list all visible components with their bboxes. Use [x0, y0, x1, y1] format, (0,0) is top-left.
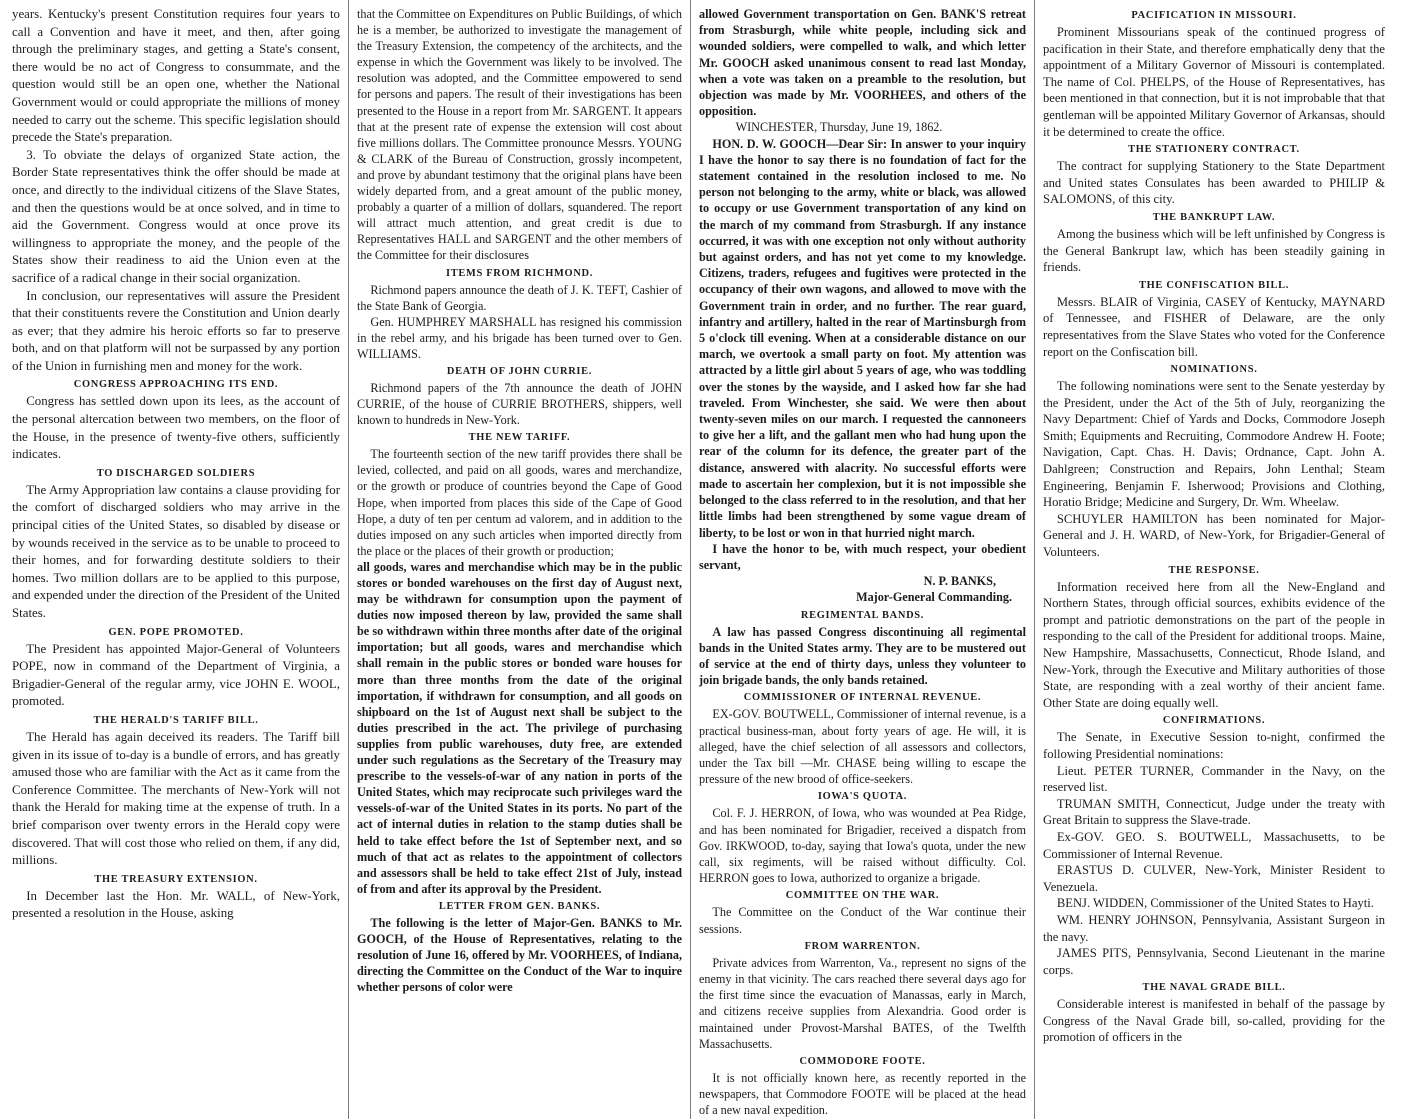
paragraph: In December last the Hon. Mr. WALL, of New-York, presented a resolution in the House, asking	[12, 888, 340, 921]
section-heading: CONGRESS APPROACHING ITS END.	[73, 379, 279, 391]
section-heading: IOWA'S QUOTA.	[817, 791, 908, 803]
paragraph: The Senate, in Executive Session to-night, confirmed the following Presidential nominations:	[1043, 730, 1385, 761]
paragraph: SCHUYLER HAMILTON has been nominated for Major-General and J. H. WARD, of New-York, for Brigadier-General of Volunteers.	[1043, 511, 1385, 560]
paragraph: The Herald has again deceived its readers. The Tariff bill given in its issue of to-day is a bundle of errors, and has greatly amused those who are familiar with the Act as it came from the Conference Committee. The merchants of New-York will not thank the Herald for making time at the expense of truth. In a brief comparison over twenty errors in the Herald copy were discovered. That will cost those who relied on them, if any did, millions.	[12, 729, 340, 868]
column-3	[690, 0, 1034, 1119]
paragraph: I have the honor to be, with much respect, your obedient servant,	[699, 541, 1026, 572]
section-heading: DEATH OF JOHN CURRIE.	[446, 365, 593, 377]
paragraph: JAMES PITS, Pennsylvania, Second Lieutenant in the marine corps.	[1043, 946, 1385, 977]
section-heading: THE TREASURY EXTENSION.	[94, 873, 258, 885]
paragraph: Prominent Missourians speak of the continued progress of pacification in their State, and therefore emphatically deny that the appointment of a Military Governor of Missouri is contemplated. The name of Col. PHELPS, of the House of Representatives, has been mentioned in that connection, but it is not improbable that that gentleman will be appointed Military Governor of Arkansas, should it be determined to create the office.	[1043, 25, 1385, 139]
paragraph: WM. HENRY JOHNSON, Pennsylvania, Assistant Surgeon in the navy.	[1043, 912, 1385, 944]
signature-title: Major-General Commanding.	[856, 590, 1012, 605]
paragraph: A law has passed Congress discontinuing all regimental bands in the United States army. They are to be mustered out of service at the end of thirty days, unless they volunteer to join brigade bands, the only bands retained.	[699, 624, 1026, 688]
paragraph: The following is the letter of Major-Gen. BANKS to Mr. GOOCH, of the House of Representatives, relating to the resolution of June 16, offered by Mr. VOORHEES, of Indiana, directing the Committee on the Conduct of the War to inquire whether persons of color were	[357, 915, 682, 995]
section-heading: FROM WARRENTON.	[804, 940, 921, 952]
paragraph: Information received here from all the New-England and Northern States, through official sources, exhibits evidence of the prompt and patriotic demonstrations on the part of the people in responding to the call of the President for additional troops. Maine, New Hampshire, Massachusetts, Connecticut, Rhode Island, and New-York, through the Executive and Military authorities of those State, are responding with a zeal worthy of their ancient fame. Other State are doing equally well.	[1043, 579, 1385, 710]
paragraph: Among the business which will be left unfinished by Congress is the General Bankrupt law, which has been steadily gaining in friends.	[1043, 226, 1385, 275]
section-heading: GEN. POPE PROMOTED.	[108, 626, 244, 638]
paragraph: Lieut. PETER TURNER, Commander in the Navy, on the reserved list.	[1043, 763, 1385, 795]
paragraph: Private advices from Warrenton, Va., represent no signs of the enemy in that vicinity. The cars reached there several days ago for the first time since the evacuation of Manassas, early in March, and citizens receive supplies from Alexandria. Good order is maintained under Provost-Marshal BATES, of the Twelfth Massachusetts.	[699, 955, 1026, 1051]
section-heading: CONFIRMATIONS.	[1162, 715, 1266, 727]
paragraph: 3. To obviate the delays of organized State action, the Border State representatives think the offer should be made at once, and directly to the individual citizens of the Slave States, and then the questions would be at once solved, and in time to aid the Government. Congress would at once prove its willingness to appropriate the money, and the people of the States show their readiness to aid the Union even at the sacrifice of a radical change in their social organization.	[12, 147, 340, 285]
column-2	[348, 0, 690, 1119]
paragraph: The fourteenth section of the new tariff provides there shall be levied, collected, and paid on all goods, wares and merchandize, or the growth or produce of countries beyond the Cape of Good Hope, when imported from places this side of the Cape of Good Hope, a duty of ten per centum ad valorem, and in addition to the duties imposed on any such articles when imported directly from the place or the places of their growth or production;	[357, 447, 682, 558]
section-heading: REGIMENTAL BANDS.	[800, 609, 925, 621]
section-heading: THE HERALD'S TARIFF BILL.	[93, 714, 259, 726]
paragraph: Ex-GOV. GEO. S. BOUTWELL, Massachusetts, to be Commissioner of Internal Revenue.	[1043, 829, 1385, 861]
section-heading: THE STATIONERY CONTRACT.	[1128, 144, 1300, 156]
dateline: WINCHESTER, Thursday, June 19, 1862.	[735, 120, 943, 135]
paragraph: BENJ. WIDDEN, Commissioner of the United States to Hayti.	[1056, 896, 1374, 911]
paragraph: The Committee on the Conduct of the War continue their sessions.	[699, 905, 1026, 936]
paragraph: Messrs. BLAIR of Virginia, CASEY of Kentucky, MAYNARD of Tennessee, and FISHER of Delaware, are the only representatives from the Slave States who voted for the Conference report on the Confiscation bill.	[1043, 294, 1385, 359]
section-heading: THE BANKRUPT LAW.	[1152, 211, 1276, 223]
paragraph: Richmond papers announce the death of J. K. TEFT, Cashier of the State Bank of Georgia.	[357, 282, 682, 313]
paragraph: allowed Government transportation on Gen. BANK'S retreat from Strasburgh, while white people, including sick and wounded soldiers, were compelled to walk, and which letter Mr. GOOCH asked unanimous consent to read last Monday, when a vote was taken on a preamble to the resolution, but objection was made by Mr. VOORHEES, and others of the opposition.	[699, 7, 1026, 119]
section-heading: PACIFICATION IN MISSOURI.	[1131, 10, 1297, 21]
section-heading: ITEMS FROM RICHMOND.	[445, 267, 594, 279]
paragraph: The contract for supplying Stationery to the State Department and United states Consulates has been awarded to PHILIP & SALOMONS, of this city.	[1043, 159, 1385, 207]
section-heading: COMMODORE FOOTE.	[799, 1055, 926, 1067]
paragraph: Richmond papers of the 7th announce the death of JOHN CURRIE, of the house of CURRIE BROTHERS, shippers, well known to hundreds in New-York.	[357, 380, 682, 428]
section-heading: THE NAVAL GRADE BILL.	[1142, 982, 1286, 994]
signature: N. P. BANKS,	[923, 574, 996, 589]
paragraph: HON. D. W. GOOCH—Dear Sir: In answer to your inquiry I have the honor to say there is no foundation of fact for the statement contained in the resolution inclosed to me. No person not belonging to the army, white or black, was allowed to occupy or use Government transportation of any kind on the march of my command from Strasburgh. If any instance occurred, it was with one exception not only without authority but against orders, and has not yet come to my knowledge. Citizens, traders, refugees and fugitives were protected in the occupancy of their own wagons, and allowed to move with the Government train in order, and no further. The rear guard, infantry and artillery, halted in the rear of Martinsburgh from 5 o'clock till evening. When at a considerable distance on our march, we overtook a small party on foot. My attention was attracted by a little girl about 5 years of age, who was toddling over the stones by the wayside, and I asked how far she had traveled. From Winchester, she said. We were then about twenty-seven miles on our march. I requested the cannoneers to give her a lift, and the gallant men who had hung upon the rear of the column for its defence, the greater part of the distance, answered with alacrity. No successful efforts were made to ascertain her complexion, but it is not impossible she belonged to the class referred to in the resolution, and that her little limbs had been strengthened by some vague dream of liberty, to be lost or won in that hurried night march.	[699, 136, 1026, 540]
section-heading: THE RESPONSE.	[1168, 564, 1260, 576]
paragraph: years. Kentucky's present Constitution requires four years to call a Convention and have it meet, and then, after going through the preliminary stages, and getting a State's consent, there would be no act of Congress to consummate, and the question would still be an open one, whether the National Government would or could appropriate the millions of money needed to carry out the scheme. This specific legislation should precede the State's preparation.	[12, 7, 340, 145]
section-heading: THE NEW TARIFF.	[468, 432, 571, 444]
section-heading: COMMISSIONER OF INTERNAL REVENUE.	[743, 692, 982, 704]
paragraph: TRUMAN SMITH, Connecticut, Judge under the treaty with Great Britain to suppress the Slave-trade.	[1043, 796, 1385, 828]
column-1	[4, 0, 348, 1119]
column-4	[1034, 0, 1393, 1119]
section-heading: COMMITTEE ON THE WAR.	[785, 890, 940, 902]
paragraph: The following nominations were sent to the Senate yesterday by the President, under the Act of the 5th of July, reorganizing the Navy Department: Chief of Yards and Docks, Commodore Joseph Smith; Equipments and Recruiting, Commodore Andrew H. Foote; Navigation, Capt. Chas. H. Davis; Ordnance, Capt. John A. Dahlgreen; Construction and Repairs, John Lenthal; Steam Engineering, Benjamin F. Isherwood; Provisions and Clothing, Horatio Bridge; Medicine and Surgery, Dr. Wm. Wheelaw.	[1043, 379, 1385, 510]
section-heading: TO DISCHARGED SOLDIERS	[96, 467, 256, 479]
paragraph: ERASTUS D. CULVER, New-York, Minister Resident to Venezuela.	[1043, 863, 1385, 894]
paragraph: In conclusion, our representatives will assure the President that their constituents revere the Constitution and Union dearly as ever; that they admire his heroic efforts so far to preserve both, and on that platform will not be surpassed by any portion of the Union in furnishing men and money for the work.	[12, 288, 340, 373]
paragraph: It is not officially known here, as recently reported in the newspapers, that Commodore FOOTE will be placed at the head of a new naval expedition.	[699, 1070, 1026, 1118]
paragraph: EX-GOV. BOUTWELL, Commissioner of internal revenue, is a practical business-man, about forty years of age. He will, it is alleged, have the chief selection of all assessors and collectors, under the Tax bill —Mr. CHASE being willing to escape the pressure of the new brood of office-seekers.	[699, 707, 1026, 787]
paragraph: Considerable interest is manifested in behalf of the passage by Congress of the Naval Grade bill, so-called, providing for the promotion of officers in the	[1043, 997, 1385, 1045]
paragraph: The President has appointed Major-General of Volunteers POPE, now in command of the Department of Virginia, a Brigadier-General of the regular army, vice JOHN E. WOOL, promoted.	[12, 641, 340, 709]
paragraph: all goods, wares and merchandise which may be in the public stores or bonded warehouses on the first day of August next, may be withdrawn for consumption upon the payment of duties now imposed thereon by law, provided the same shall be so withdrawn within three months after date of the original importation; but all goods, wares and merchandise which shall remain in the public stores or bonded ware houses for more than three months from the date of the original importation, if withdrawn for consumption, and all goods on shipboard on the 1st of August next shall be subject to the duties prescribed in the act. The privilege of purchasing supplies from public warehouses, duty free, are extended under such regulations as the Secretary of the Treasury may prescribe to the vessels-of-war of any nation in ports of the United States, which may reciprocate such privileges ward the vessels-of-war of the United States in its ports. No part of the act of internal duties in relation to the stamp duties shall be held to take effect before the 1st of September next, and so much of that act as relates to the appointment of collectors and assessors shall be held to take effect 21st of July, instead of from and after its approval by the President.	[357, 559, 682, 896]
section-heading: THE CONFISCATION BILL.	[1138, 279, 1290, 291]
paragraph: that the Committee on Expenditures on Public Buildings, of which he is a member, be authorized to investigate the management of the Treasury Extension, the competency of the architects, and the expense in which the Government was likely to be involved. The resolution was adopted, and the Committee empowered to send for persons and papers. The result of their investigations has been presented to the House in a report from Mr. SARGENT. It appears that at the present rate of expense the extension will cost about five millions dollars. The Committee pronounce Messrs. YOUNG & CLARK of the Bureau of Construction, grossly incompetent, and prove by abundant testimony that the original plans have been widely departed from, and a great amount of the public money, probably a quarter of a million of dollars, squandered. The report will attract much attention, and great credit is due to Representatives HALL and SARGENT and the other members of the Committee for their disclosures	[357, 7, 682, 263]
section-heading: NOMINATIONS.	[1170, 364, 1258, 376]
paragraph: Gen. HUMPHREY MARSHALL has resigned his commission in the rebel army, and his brigade has been turned over to Gen. WILLIAMS.	[357, 314, 682, 361]
paragraph: Col. F. J. HERRON, of Iowa, who was wounded at Pea Ridge, and has been nominated for Brigadier, received a dispatch from Gov. IRKWOOD, to-day, saying that Iowa's quota, under the new call, six regiments, will be raised without difficulty. Col. HERRON goes to Iowa, authorized to organize a brigade.	[699, 806, 1026, 886]
paragraph: The Army Appropriation law contains a clause providing for the comfort of discharged soldiers who may arrive in the principal cities of the United States, so disabled by disease or by wounds received in the service as to be unable to proceed to their homes, and for forwarding destitute soldiers to their homes. Two million dollars are to be applied to this purpose, and expended under the direction of the President of the United States.	[12, 482, 340, 620]
section-heading: LETTER FROM GEN. BANKS.	[438, 900, 601, 912]
paragraph: Congress has settled down upon its lees, as the account of the personal altercation between two members, on the floor of the House, in the presence of twenty-five others, sufficiently indicates.	[12, 394, 340, 462]
